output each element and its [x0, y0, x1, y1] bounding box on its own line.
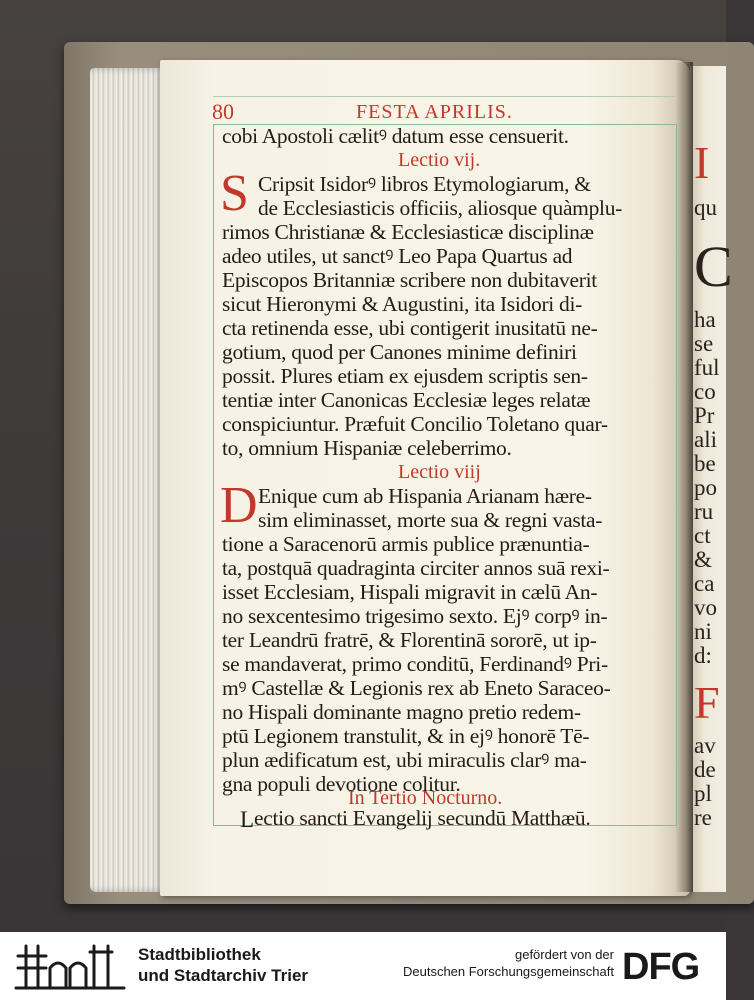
- right-page-fragment: re: [694, 805, 712, 830]
- lectio-heading: Lectio viij: [398, 461, 481, 483]
- right-page-fragment: qu: [694, 195, 717, 220]
- right-page-fragment: vo: [694, 595, 717, 620]
- right-page-fragment: co: [694, 379, 716, 404]
- text-line: se mandaverat, primo conditū, Ferdinandꝰ Pri-: [222, 652, 608, 676]
- right-page: [690, 66, 733, 892]
- text-line: rimos Christianæ & Ecclesiasticæ disciplinæ: [222, 220, 594, 244]
- text-line: no Hispali dominante magno pretio redem-: [222, 700, 581, 724]
- text-line: adeo utiles, ut sanctꝰ Leo Papa Quartus ad: [222, 244, 573, 268]
- dfg-logo: [622, 946, 718, 988]
- text-line: Episcopos Britanniæ scribere non dubitaverit: [222, 268, 597, 292]
- library-logo-icon: [12, 940, 132, 992]
- drop-cap-initial: S: [220, 165, 249, 222]
- page-number: 80: [212, 99, 234, 124]
- right-page-fragment: ct: [694, 523, 711, 548]
- right-page-fragment: ali: [694, 427, 717, 452]
- text-line: Enique cum ab Hispania Arianam hære-: [258, 484, 592, 508]
- right-page-fragment: de: [694, 757, 716, 782]
- right-page-fragment: be: [694, 451, 716, 476]
- right-page-fragment: se: [694, 331, 714, 356]
- text-line: no sexcentesimo trigesimo sexto. Ejꝰ corpꝰ in-: [222, 604, 608, 628]
- book-gutter: [675, 62, 693, 892]
- text-line: ptū Legionem transtulit, & in ejꝰ honorē Tē-: [222, 724, 590, 748]
- right-page-fragment: ca: [694, 571, 715, 596]
- footer-banner: [0, 932, 726, 1000]
- text-line: mꝰ Castellæ & Legionis rex ab Eneto Saraceo-: [222, 676, 611, 700]
- library-name-line: Stadtbibliothek: [138, 945, 261, 964]
- final-initial: L: [240, 807, 254, 832]
- right-page-fragment: Pr: [694, 403, 715, 428]
- right-page-fragment: ni: [694, 619, 712, 644]
- text-line: plun ædificatum est, ubi miraculis clarꝰ ma-: [222, 748, 587, 772]
- library-name: [138, 944, 308, 986]
- text-line: ter Leandrū fratrē, & Florentinā sororē, ut ip-: [222, 628, 597, 652]
- opening-line: cobi Apostoli cælitꝰ datum esse censuerit.: [222, 124, 569, 148]
- right-page-fragment: ha: [694, 307, 716, 332]
- right-page-fragment: d:: [694, 643, 712, 668]
- right-page-fragment: pl: [694, 781, 712, 806]
- right-page-fragment: ru: [694, 499, 714, 524]
- text-line: Cripsit Isidorꝰ libros Etymologiarum, &: [258, 172, 591, 196]
- text-line: to, omnium Hispaniæ celeberrimo.: [222, 436, 512, 460]
- final-line: ectio sancti Evangelij secundū Matthæū.: [254, 806, 591, 830]
- dfg-logo-text: DFG: [622, 946, 700, 988]
- right-page-fragment: ful: [694, 355, 720, 380]
- nocturn-heading: In Tertio Nocturno.: [348, 787, 503, 809]
- text-line: tione a Saracenorū armis publice prænuntia-: [222, 532, 590, 556]
- text-line: ta, postquā quadraginta circiter annos suā rexi-: [222, 556, 610, 580]
- funding-note: [403, 946, 614, 980]
- text-line: cta retinenda esse, ubi contigerit inusitatū ne-: [222, 316, 598, 340]
- text-line: gna populi devotione colitur.: [222, 772, 461, 796]
- right-page-fragment: &: [694, 547, 712, 572]
- text-line: isset Ecclesiam, Hispali migravit in cælū An-: [222, 580, 598, 604]
- library-name-line: und Stadtarchiv Trier: [138, 966, 309, 985]
- funding-note-line: gefördert von der: [514, 947, 614, 962]
- right-page-fragment: F: [694, 677, 720, 728]
- running-head: FESTA APRILIS.: [356, 101, 513, 123]
- text-line: gotium, quod per Canones minime definiri: [222, 340, 577, 364]
- right-page-fragment: av: [694, 733, 716, 758]
- text-line: sicut Hieronymi & Augustini, ita Isidori di-: [222, 292, 583, 316]
- text-line: possit. Plures etiam ex ejusdem scriptis sen-: [222, 364, 588, 388]
- right-page-fragment: C: [694, 234, 733, 299]
- right-page-fragment: I: [694, 137, 710, 188]
- funding-note-line: Deutschen Forschungsgemeinschaft: [402, 964, 614, 979]
- text-line: tentiæ inter Canonicas Ecclesiæ leges relatæ: [222, 388, 591, 412]
- text-line: sim eliminasset, morte sua & regni vasta-: [258, 508, 603, 532]
- right-page-fragment: po: [694, 475, 717, 500]
- page-edges: [90, 68, 166, 892]
- rule-line: [213, 96, 675, 97]
- drop-cap-initial: D: [220, 477, 258, 534]
- text-line: de Ecclesiasticis officiis, aliosque quàmplu-: [258, 196, 623, 220]
- text-line: conspiciuntur. Præfuit Concilio Toletano quar-: [222, 412, 608, 436]
- lectio-heading: Lectio vij.: [398, 149, 481, 171]
